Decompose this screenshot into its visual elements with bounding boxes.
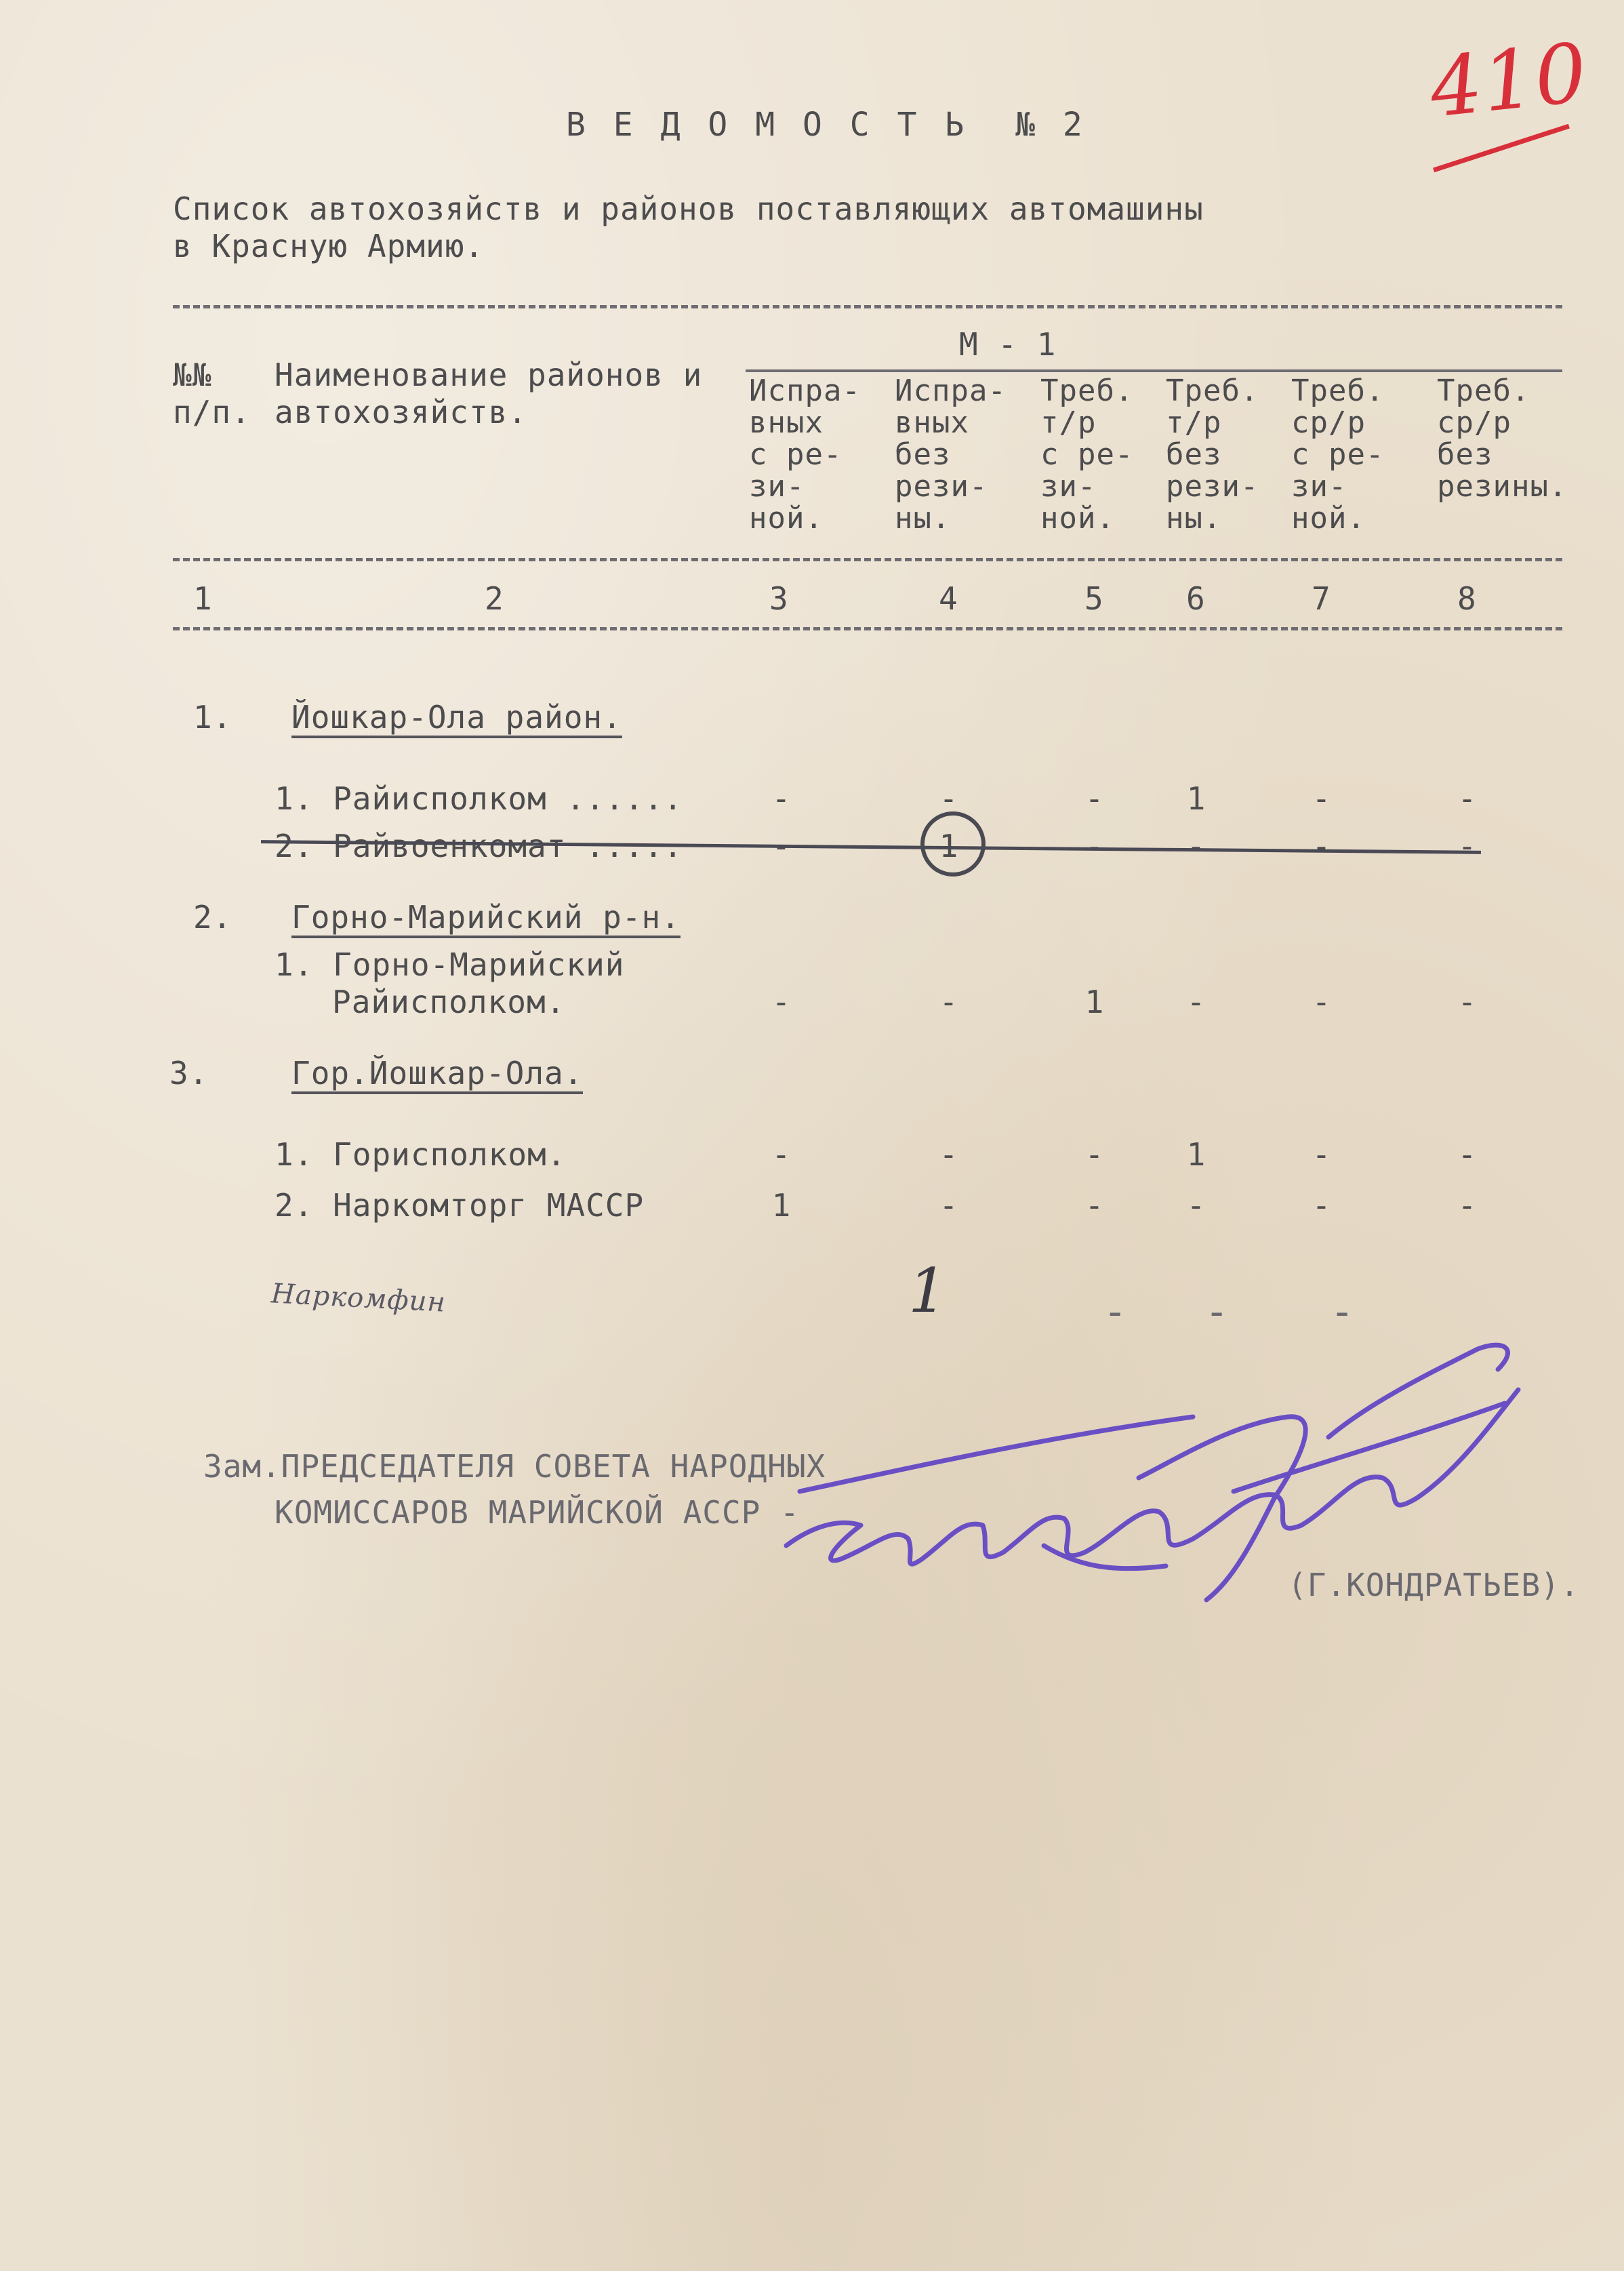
column-header-line: Треб.: [1437, 374, 1530, 408]
column-header-line: ной.: [749, 501, 824, 536]
table-cell: -: [1457, 1187, 1478, 1224]
col-name-header-1: Наименование районов и: [275, 357, 703, 393]
col-name-header-2: автохозяйств.: [275, 394, 528, 430]
table-cell: -: [1312, 780, 1332, 817]
column-number: 4: [939, 580, 958, 617]
column-header-line: без: [895, 437, 951, 472]
table-cell: -: [1457, 828, 1478, 864]
column-header-line: Треб.: [1291, 374, 1385, 408]
section-title: Горно-Марийский р-н.: [291, 902, 681, 938]
column-header-line: рези-: [1166, 469, 1259, 504]
column-header-line: т/р: [1040, 405, 1097, 440]
column-header-line: без: [1166, 437, 1222, 472]
table-cell: 1: [771, 1187, 792, 1224]
handwritten-cell: -: [1335, 1288, 1350, 1335]
column-number: 8: [1457, 580, 1477, 617]
table-cell: -: [771, 984, 792, 1020]
table-cell: -: [1312, 828, 1332, 864]
col-num-header-1: №№: [173, 357, 212, 393]
row-label-continued: Райисполком.: [332, 984, 566, 1020]
column-header-line: Испра-: [895, 374, 1007, 408]
table-cell: -: [939, 780, 959, 817]
table-top-rule: [173, 305, 1562, 308]
row-label: 1. Горисполком.: [275, 1136, 567, 1173]
column-header-line: рези-: [895, 469, 988, 504]
signatory-title-line2: КОМИССАРОВ МАРИЙСКОЙ АССР -: [275, 1494, 800, 1531]
column-header-line: ной.: [1040, 501, 1115, 536]
table-cell: -: [939, 984, 959, 1020]
column-header-line: т/р: [1166, 405, 1222, 440]
handwritten-cell: -: [1108, 1288, 1123, 1335]
column-number: 3: [769, 580, 789, 617]
table-cell: -: [1084, 780, 1105, 817]
signatory-name: (Г.КОНДРАТЬЕВ).: [1288, 1567, 1580, 1603]
handwritten-cell: -: [1210, 1288, 1225, 1335]
column-header-line: зи-: [1040, 469, 1097, 504]
row-label: 2. Райвоенкомат .....: [275, 828, 683, 864]
column-header-line: Треб.: [1166, 374, 1259, 408]
column-header-line: ной.: [1291, 501, 1366, 536]
table-cell: -: [1186, 984, 1206, 1020]
document-subtitle-line2: в Красную Армию.: [173, 228, 485, 264]
column-header-line: резины.: [1437, 469, 1568, 504]
column-header-line: ны.: [1166, 501, 1222, 536]
table-cell: -: [939, 1136, 959, 1173]
table-cell: -: [1312, 1136, 1332, 1173]
column-number: 6: [1186, 580, 1206, 617]
table-cell: 1: [1186, 780, 1206, 817]
column-numbers-rule: [173, 627, 1562, 630]
column-number: 1: [193, 580, 213, 617]
signatory-title-line1: Зам.ПРЕДСЕДАТЕЛЯ СОВЕТА НАРОДНЫХ: [203, 1448, 826, 1485]
document-subtitle-line1: Список автохозяйств и районов поставляющих автомашины: [173, 190, 1204, 227]
table-cell: -: [1084, 1136, 1105, 1173]
table-cell: -: [1457, 780, 1478, 817]
archive-number: 410: [1425, 26, 1592, 136]
column-header-line: Треб.: [1040, 374, 1134, 408]
table-cell: -: [771, 828, 792, 864]
signature: [759, 1322, 1539, 1627]
column-header-line: ны.: [895, 501, 951, 536]
group-header-rule: [746, 369, 1562, 372]
column-header-line: зи-: [1291, 469, 1347, 504]
section-number: 1.: [193, 699, 232, 736]
column-header-line: Испра-: [749, 374, 861, 408]
column-header-line: зи-: [749, 469, 805, 504]
table-cell: -: [771, 780, 792, 817]
table-group-header: М - 1: [959, 326, 1057, 363]
column-number: 7: [1312, 580, 1331, 617]
column-number: 2: [485, 580, 504, 617]
table-cell: -: [771, 1136, 792, 1173]
pencil-circle: [920, 811, 986, 877]
table-cell: -: [1186, 828, 1206, 864]
column-number: 5: [1084, 580, 1104, 617]
column-header-line: ср/р: [1291, 405, 1366, 440]
table-cell: -: [1186, 1187, 1206, 1224]
column-header-line: с ре-: [749, 437, 843, 472]
document-title: В Е Д О М О С Т Ь № 2: [566, 106, 1087, 144]
table-cell: -: [939, 1187, 959, 1224]
handwritten-cell: 1: [908, 1255, 948, 1327]
section-title: Йошкар-Ола район.: [291, 702, 622, 738]
header-bottom-rule: [173, 558, 1562, 561]
table-cell: 1: [1084, 984, 1105, 1020]
row-label: 1. Райисполком ......: [275, 780, 683, 817]
table-cell: -: [1457, 1136, 1478, 1173]
column-header-line: без: [1437, 437, 1493, 472]
column-header-line: с ре-: [1291, 437, 1385, 472]
table-cell: 1: [939, 828, 959, 864]
table-cell: -: [1457, 984, 1478, 1020]
table-cell: -: [1084, 1187, 1105, 1224]
col-num-header-2: п/п.: [173, 394, 251, 430]
table-cell: 1: [1186, 1136, 1206, 1173]
column-header-line: ср/р: [1437, 405, 1511, 440]
section-number: 3.: [169, 1055, 209, 1091]
table-cell: -: [1312, 984, 1332, 1020]
section-title: Гор.Йошкар-Ола.: [291, 1058, 583, 1094]
row-label: 2. Наркомторг МАССР: [275, 1187, 645, 1224]
row-label: 1. Горно-Марийский: [275, 946, 625, 983]
column-header-line: вных: [749, 405, 824, 440]
column-header-line: вных: [895, 405, 969, 440]
table-cell: -: [1312, 1187, 1332, 1224]
table-cell: -: [1084, 828, 1105, 864]
handwritten-row-label: Наркомфин: [270, 1278, 447, 1319]
section-number: 2.: [193, 899, 232, 936]
column-header-line: с ре-: [1040, 437, 1134, 472]
